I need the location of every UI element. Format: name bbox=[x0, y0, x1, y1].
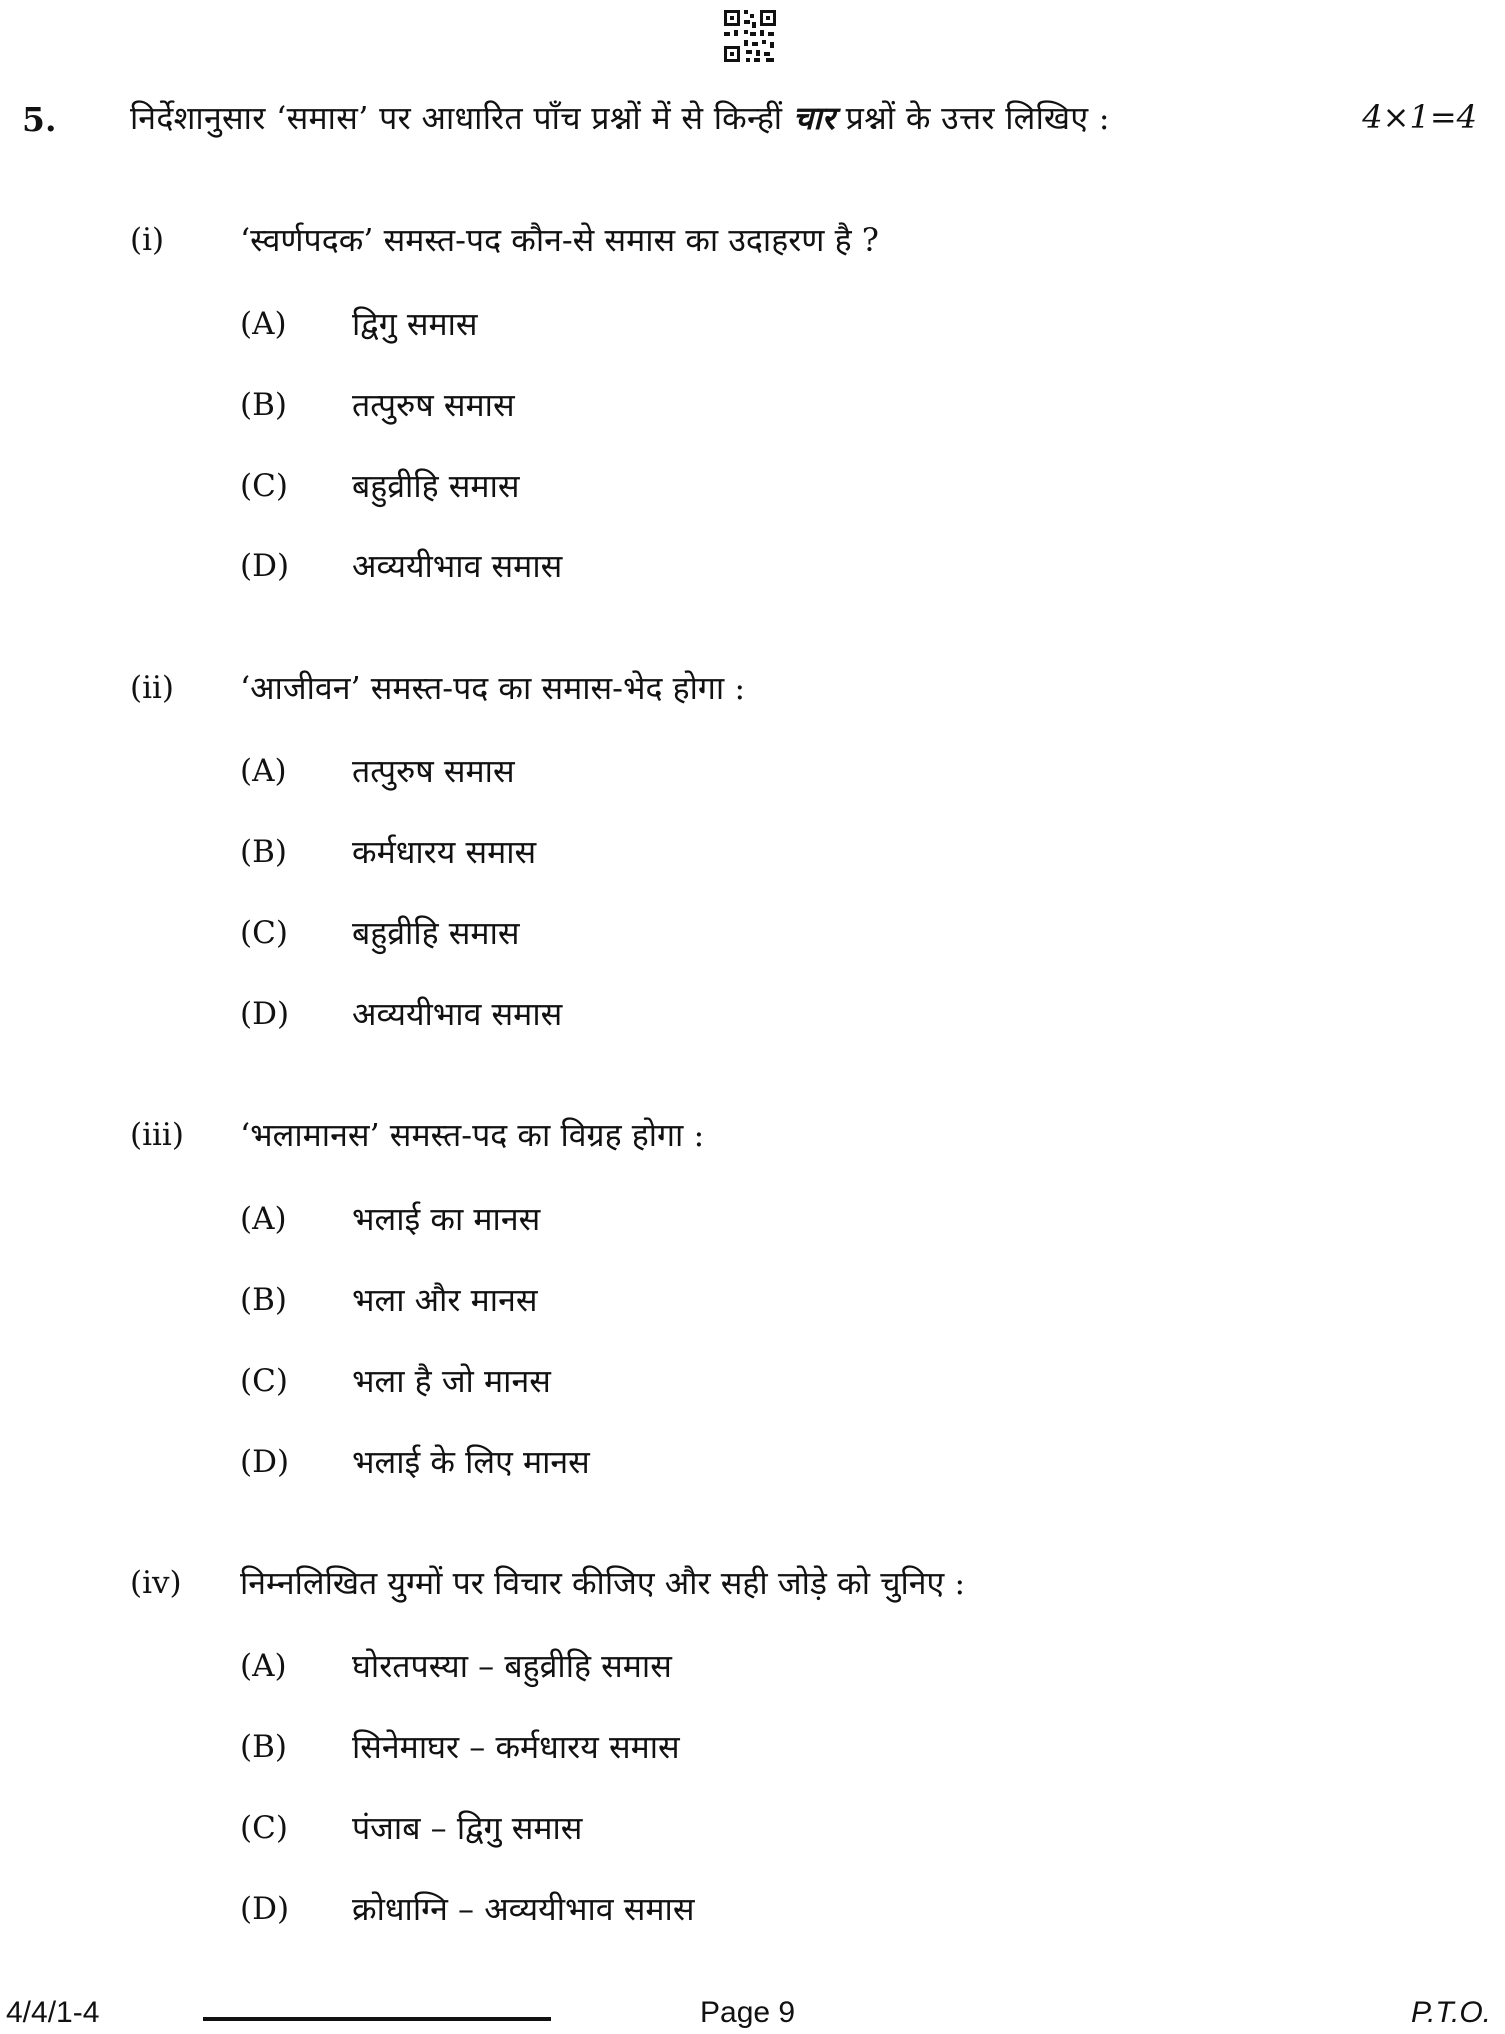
option-d bbox=[240, 1444, 1140, 1494]
footer-paper-code: 4/4/1-4 bbox=[6, 1996, 100, 2029]
option-b bbox=[240, 834, 1140, 884]
option-text: कर्मधारय समास bbox=[352, 833, 537, 871]
option-label: (B) bbox=[240, 1282, 287, 1318]
option-c bbox=[240, 1810, 1140, 1860]
option-c bbox=[240, 468, 1140, 518]
option-text: बहुव्रीहि समास bbox=[352, 914, 520, 952]
option-text: भला है जो मानस bbox=[352, 1362, 551, 1400]
option-text: सिनेमाघर – कर्मधारय समास bbox=[352, 1728, 680, 1766]
question-instruction bbox=[130, 96, 1110, 139]
subquestion-number: (iii) bbox=[130, 1117, 184, 1153]
option-text: तत्पुरुष समास bbox=[352, 752, 515, 790]
option-label: (C) bbox=[240, 915, 288, 951]
option-c bbox=[240, 915, 1140, 965]
option-d bbox=[240, 548, 1140, 598]
option-text: द्विगु समास bbox=[352, 305, 478, 343]
option-label: (B) bbox=[240, 1729, 287, 1765]
option-a bbox=[240, 306, 1140, 356]
subquestion-2 bbox=[0, 670, 1505, 1100]
footer-pto: P.T.O. bbox=[1410, 1996, 1491, 2029]
subquestion-text: ‘स्वर्णपदक’ समस्त-पद कौन-से समास का उदाहरण है ? bbox=[240, 221, 879, 259]
option-label: (D) bbox=[240, 996, 290, 1032]
question-number: 5. bbox=[22, 100, 57, 139]
subquestion-4 bbox=[0, 1565, 1505, 1995]
option-d bbox=[240, 996, 1140, 1046]
subquestion-number: (iv) bbox=[130, 1565, 182, 1601]
option-label: (A) bbox=[240, 306, 287, 342]
option-text: भलाई के लिए मानस bbox=[352, 1443, 590, 1481]
option-label: (D) bbox=[240, 1444, 290, 1480]
subquestion-3 bbox=[0, 1117, 1505, 1547]
option-a bbox=[240, 1201, 1140, 1251]
option-label: (D) bbox=[240, 548, 290, 584]
option-label: (D) bbox=[240, 1891, 290, 1927]
subquestion-1 bbox=[0, 222, 1505, 652]
option-text: भला और मानस bbox=[352, 1281, 538, 1319]
option-text: अव्ययीभाव समास bbox=[352, 547, 563, 585]
option-text: अव्ययीभाव समास bbox=[352, 995, 563, 1033]
instruction-text-before: निर्देशानुसार ‘समास’ पर आधारित पाँच प्रश्नों में से किन्हीं bbox=[130, 99, 793, 137]
option-label: (A) bbox=[240, 1648, 287, 1684]
question-marks: 4×1=4 bbox=[1362, 98, 1477, 136]
option-b bbox=[240, 1729, 1140, 1779]
option-label: (B) bbox=[240, 387, 287, 423]
option-label: (A) bbox=[240, 753, 287, 789]
instruction-text-bold: चार bbox=[792, 99, 836, 137]
option-text: घोरतपस्या – बहुव्रीहि समास bbox=[352, 1647, 672, 1685]
subquestion-text: ‘भलामानस’ समस्त-पद का विग्रह होगा : bbox=[240, 1116, 705, 1154]
option-label: (C) bbox=[240, 1363, 288, 1399]
option-label: (C) bbox=[240, 1810, 288, 1846]
option-text: पंजाब – द्विगु समास bbox=[352, 1809, 583, 1847]
qr-code-icon bbox=[722, 8, 778, 64]
option-label: (A) bbox=[240, 1201, 287, 1237]
option-d bbox=[240, 1891, 1140, 1941]
option-a bbox=[240, 1648, 1140, 1698]
instruction-text-after: प्रश्नों के उत्तर लिखिए : bbox=[835, 99, 1110, 137]
option-b bbox=[240, 1282, 1140, 1332]
option-label: (B) bbox=[240, 834, 287, 870]
option-text: क्रोधाग्नि – अव्ययीभाव समास bbox=[352, 1890, 695, 1928]
option-b bbox=[240, 387, 1140, 437]
subquestion-number: (ii) bbox=[130, 670, 175, 706]
subquestion-text: निम्नलिखित युग्मों पर विचार कीजिए और सही जोड़े को चुनिए : bbox=[240, 1564, 966, 1602]
option-text: तत्पुरुष समास bbox=[352, 386, 515, 424]
option-text: भलाई का मानस bbox=[352, 1200, 541, 1238]
subquestion-text: ‘आजीवन’ समस्त-पद का समास-भेद होगा : bbox=[240, 669, 746, 707]
option-label: (C) bbox=[240, 468, 288, 504]
option-c bbox=[240, 1363, 1140, 1413]
subquestion-number: (i) bbox=[130, 222, 165, 258]
option-text: बहुव्रीहि समास bbox=[352, 467, 520, 505]
option-a bbox=[240, 753, 1140, 803]
footer-page-number: Page 9 bbox=[700, 1996, 796, 2029]
footer-divider bbox=[203, 2017, 551, 2021]
